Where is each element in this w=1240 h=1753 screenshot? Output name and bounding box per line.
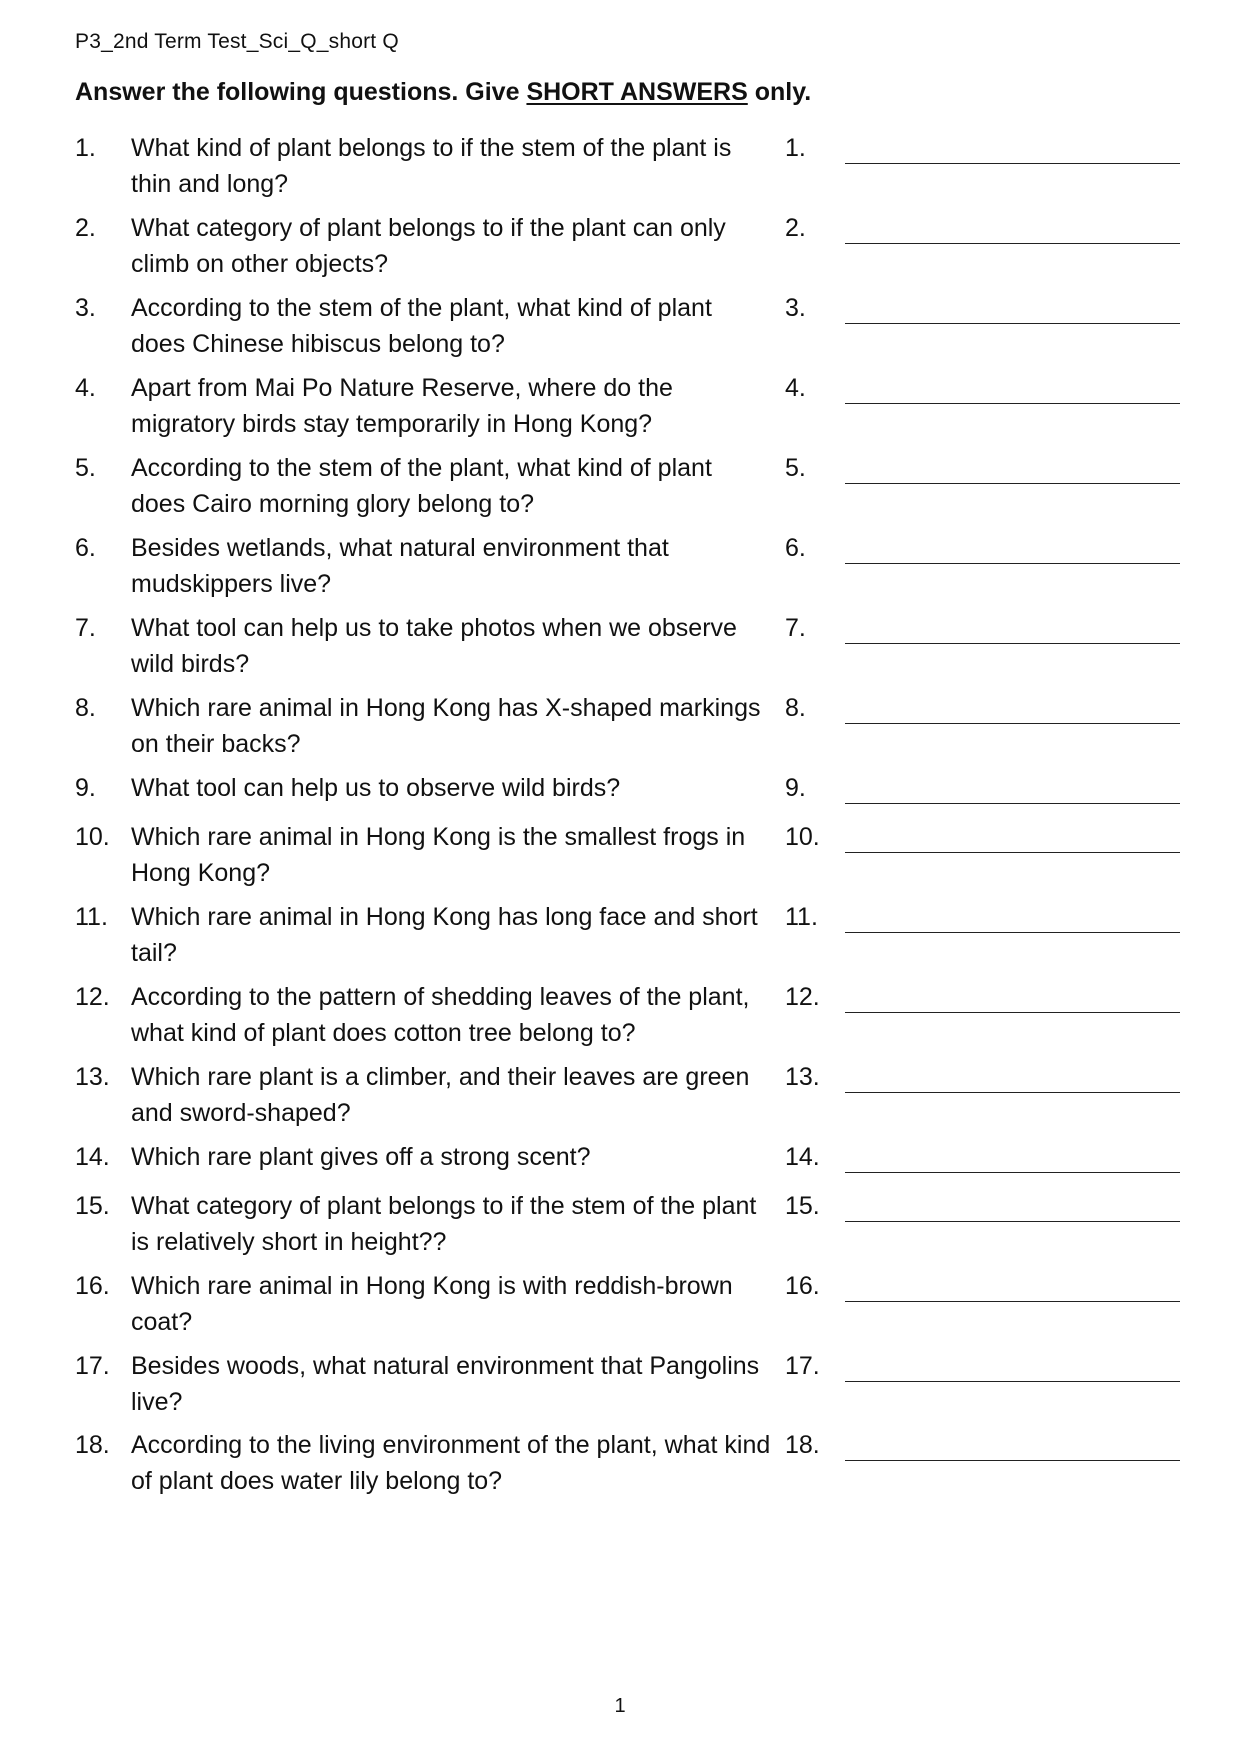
answer-blank[interactable] — [845, 1012, 1180, 1013]
question-item — [75, 450, 1185, 522]
question-text: According to the pattern of shedding leaves of the plant, what kind of plant does cotton tree belong to? — [131, 983, 750, 1047]
question-item — [75, 1188, 1185, 1260]
answer-blank[interactable] — [845, 243, 1180, 244]
instruction-emphasis: SHORT ANSWERS — [526, 78, 748, 106]
answer-number: 11. — [785, 903, 818, 931]
question-text: According to the living environment of the plant, what kind of plant does water lily belong to? — [131, 1431, 771, 1495]
question-item — [75, 1268, 1185, 1340]
question-number: 2. — [75, 214, 96, 242]
answer-number: 1. — [785, 134, 806, 162]
question-text: According to the stem of the plant, what kind of plant does Cairo morning glory belong to? — [131, 454, 712, 518]
instruction-text — [75, 78, 811, 107]
answer-number: 10. — [785, 823, 820, 851]
answer-number: 3. — [785, 294, 806, 322]
answer-blank[interactable] — [845, 1092, 1180, 1093]
question-text: Which rare plant gives off a strong scent? — [131, 1143, 591, 1171]
answer-blank[interactable] — [845, 1301, 1180, 1302]
answer-blank[interactable] — [845, 403, 1180, 404]
answer-number: 17. — [785, 1352, 820, 1380]
answer-blank[interactable] — [845, 483, 1180, 484]
question-item — [75, 1348, 1185, 1420]
question-text: Besides wetlands, what natural environment that mudskippers live? — [131, 534, 669, 598]
question-number: 14. — [75, 1143, 110, 1171]
answer-blank[interactable] — [845, 1221, 1180, 1222]
document-header: P3_2nd Term Test_Sci_Q_short Q — [75, 30, 399, 53]
question-item — [75, 210, 1185, 282]
question-item — [75, 130, 1185, 202]
question-text: Which rare animal in Hong Kong is the smallest frogs in Hong Kong? — [131, 823, 746, 887]
answer-blank[interactable] — [845, 1172, 1180, 1173]
question-number: 1. — [75, 134, 96, 162]
answer-number: 18. — [785, 1431, 820, 1459]
answer-number: 4. — [785, 374, 806, 402]
question-item — [75, 979, 1185, 1051]
question-item — [75, 290, 1185, 362]
question-text: Apart from Mai Po Nature Reserve, where do the migratory birds stay temporarily in Hong Kong? — [131, 374, 673, 438]
answer-blank[interactable] — [845, 723, 1180, 724]
question-text: Which rare plant is a climber, and their leaves are green and sword-shaped? — [131, 1063, 750, 1127]
question-number: 12. — [75, 983, 110, 1011]
question-text: Which rare animal in Hong Kong is with reddish-brown coat? — [131, 1272, 733, 1336]
answer-blank[interactable] — [845, 803, 1180, 804]
question-item — [75, 899, 1185, 971]
question-number: 13. — [75, 1063, 110, 1091]
question-item — [75, 370, 1185, 442]
question-text: What kind of plant belongs to if the stem of the plant is thin and long? — [131, 134, 732, 198]
answer-number: 8. — [785, 694, 806, 722]
question-text: Which rare animal in Hong Kong has X-shaped markings on their backs? — [131, 694, 761, 758]
instruction-prefix: Answer the following questions. Give — [75, 78, 527, 106]
answer-number: 7. — [785, 614, 806, 642]
answer-number: 9. — [785, 774, 806, 802]
answer-blank[interactable] — [845, 563, 1180, 564]
question-item — [75, 1427, 1185, 1499]
answer-blank[interactable] — [845, 932, 1180, 933]
question-number: 8. — [75, 694, 96, 722]
answer-number: 14. — [785, 1143, 820, 1171]
question-number: 18. — [75, 1431, 110, 1459]
question-text: Besides woods, what natural environment that Pangolins live? — [131, 1352, 760, 1416]
question-text: Which rare animal in Hong Kong has long face and short tail? — [131, 903, 758, 967]
question-text: What category of plant belongs to if the plant can only climb on other objects? — [131, 214, 726, 278]
answer-number: 5. — [785, 454, 806, 482]
question-number: 3. — [75, 294, 96, 322]
answer-number: 6. — [785, 534, 806, 562]
answer-number: 12. — [785, 983, 820, 1011]
question-number: 5. — [75, 454, 96, 482]
answer-number: 2. — [785, 214, 806, 242]
answer-blank[interactable] — [845, 163, 1180, 164]
question-item — [75, 610, 1185, 682]
answer-blank[interactable] — [845, 1381, 1180, 1382]
question-text: What tool can help us to take photos when we observe wild birds? — [131, 614, 737, 678]
question-item — [75, 1059, 1185, 1131]
question-text: What category of plant belongs to if the stem of the plant is relatively short in height?? — [131, 1192, 757, 1256]
question-number: 17. — [75, 1352, 110, 1380]
answer-blank[interactable] — [845, 643, 1180, 644]
instruction-suffix: only. — [747, 78, 812, 106]
question-text: What tool can help us to observe wild birds? — [131, 774, 621, 802]
question-number: 11. — [75, 903, 108, 931]
question-item — [75, 770, 1185, 806]
answer-blank[interactable] — [845, 1460, 1180, 1461]
answer-blank[interactable] — [845, 323, 1180, 324]
question-number: 7. — [75, 614, 96, 642]
question-item — [75, 530, 1185, 602]
answer-blank[interactable] — [845, 852, 1180, 853]
question-item — [75, 1139, 1185, 1175]
question-number: 10. — [75, 823, 110, 851]
question-number: 9. — [75, 774, 96, 802]
page-number: 1 — [614, 1695, 626, 1717]
question-number: 15. — [75, 1192, 110, 1220]
answer-number: 13. — [785, 1063, 820, 1091]
question-item — [75, 819, 1185, 891]
question-text: According to the stem of the plant, what kind of plant does Chinese hibiscus belong to? — [131, 294, 712, 358]
answer-number: 16. — [785, 1272, 820, 1300]
question-number: 4. — [75, 374, 96, 402]
question-number: 6. — [75, 534, 96, 562]
question-number: 16. — [75, 1272, 110, 1300]
answer-number: 15. — [785, 1192, 820, 1220]
question-item — [75, 690, 1185, 762]
